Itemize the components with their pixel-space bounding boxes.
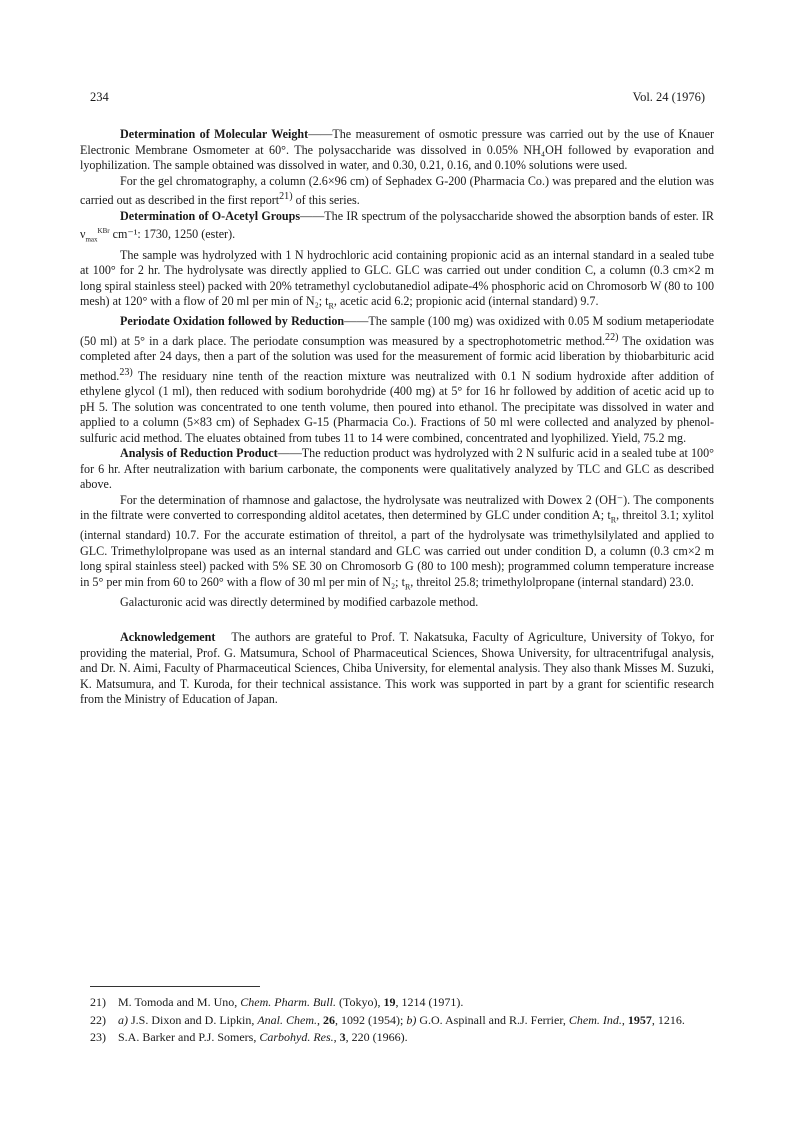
reference-authors: M. Tomoda and M. Uno, — [118, 995, 241, 1009]
reference-detail: , 1214 (1971). — [395, 995, 464, 1009]
paragraph-text: For the determination of rhamnose and galactose, the hydrolysate was neutralized with Dowex 2 (OH⁻). The components in the filtrate were converted to corresponding alditol acetates, then determined by GLC under condition A; t — [80, 492, 714, 523]
reference-marker: 22) — [605, 331, 619, 343]
paragraph-text: For the gel chromatography, a column (2.6×96 cm) of Sephadex G-200 (Pharmacia Co.) was prepared and the elution was carried out as described in the first report — [80, 173, 714, 208]
retention-subscript: R — [328, 301, 334, 311]
reference-detail: , — [621, 1012, 628, 1027]
reference-authors: S.A. Barker and P.J. Somers, — [118, 1030, 260, 1044]
footnote-divider — [90, 986, 260, 987]
paragraph-molecular-weight — [80, 127, 714, 174]
paragraph-hydrolysis — [80, 248, 714, 314]
paragraph-text: The sample was hydrolyzed with 1 N hydrochloric acid containing propionic acid as an internal standard in a sealed tube at 100° for 2 hr. The hydrolysate was directly applied to GLC. GLC was carried out under condition C, a column (0.3 cm×2 m long spiral stainless steel) packed with 20% tetramethyl cyclobutanediol adipate-4% phosphoric acid on Chromosorb W (80 to 100 mesh) at 120° with a flow of 20 ml per min of N₂; t — [80, 247, 714, 309]
reference-detail: (Tokyo), — [335, 995, 384, 1009]
reference-journal: Chem. Pharm. Bull. — [240, 995, 336, 1009]
reference-detail: , — [317, 1012, 324, 1027]
paragraph-periodate-oxidation — [80, 314, 714, 446]
paragraph-text: Galacturonic acid was directly determined by modified carbazole method. — [120, 594, 479, 609]
paragraph-text: , threitol 3.1; xylitol (internal standard) 10.7. For the accurate estimation of threitol, a part of the hydrolysate was trimethylsilylated and applied to GLC. Trimethylolpropane was used as an internal standard and GLC was carried out under condition D, a column (0.3 cm×2 m long spiral stainless steel) packed with 5% SE 30 on Chromosorb G (80 to 100 mesh); programmed column temperature increase in 5° per min from 60 to 260° with a flow of 30 ml per min of N₂; t — [80, 508, 714, 589]
paragraph-text: The oxidation was completed after 24 days, then a part of the solution was used for the measurement of formic acid liberation by thiobarbituric acid method. — [80, 333, 714, 383]
section-title-acknowledgement: Acknowledgement — [120, 630, 216, 645]
paragraph-gel-chromatography — [80, 174, 714, 209]
retention-subscript: R — [404, 582, 411, 592]
reference-sublabel: a) — [118, 1012, 128, 1027]
article-body — [80, 127, 714, 708]
reference-number: 22) — [90, 1012, 106, 1027]
reference-journal: Chem. Ind. — [568, 1012, 622, 1027]
reference-text — [118, 995, 714, 1011]
reference-volume: 26 — [323, 1012, 336, 1027]
reference-number: 23) — [90, 1030, 106, 1044]
reference-detail: , 220 (1966). — [345, 1030, 408, 1044]
paragraph-acetyl-groups — [80, 209, 714, 248]
paragraph-galacturonic-acid — [80, 595, 714, 611]
section-title-periodate-oxidation: Periodate Oxidation followed by Reduction — [120, 314, 345, 329]
paragraph-reduction-product — [80, 446, 714, 493]
reference-sublabel: b) — [406, 1012, 417, 1027]
reference-text — [118, 1030, 714, 1046]
paragraph-text: ——The IR spectrum of the polysaccharide showed the absorption bands of ester. IR ν — [80, 208, 715, 242]
paragraph-rhamnose-galactose — [80, 493, 714, 595]
ir-subscript: max — [85, 235, 98, 244]
reference-authors: G.O. Aspinall and R.J. Ferrier, — [416, 1012, 569, 1027]
paragraph-text: of this series. — [292, 193, 360, 208]
reference-item — [90, 1013, 714, 1029]
reference-volume: 1957 — [627, 1012, 652, 1027]
reference-detail: , — [333, 1030, 340, 1044]
page-number: 234 — [90, 90, 109, 104]
retention-subscript: R — [610, 515, 617, 525]
page-header — [90, 90, 705, 106]
reference-item — [90, 1030, 714, 1046]
reference-detail: , 1216. — [651, 1012, 685, 1027]
paragraph-text: The authors are grateful to Prof. T. Nakatsuka, Faculty of Agriculture, University of Tokyo, for providing the material, Prof. G. Matsumura, School of Pharmaceutical Sciences, Showa University, for ultracentrifugal analysis, and Dr. N. Aimi, Faculty of Pharmaceutical Sciences, Chiba University, for elemental analysis. They also thank Misses M. Suzuki, K. Matsumura, and T. Kuroda, for their technical assistance. This work was supported in part by a grant for scientific research from the Ministry of Education of Japan. — [80, 630, 714, 707]
reference-volume: 3 — [339, 1030, 346, 1044]
reference-journal: Carbohyd. Res. — [259, 1030, 334, 1044]
paragraph-acknowledgement — [80, 630, 714, 708]
paragraph-text: cm⁻¹: 1730, 1250 (ester). — [109, 227, 236, 242]
reference-marker: 23) — [119, 366, 133, 378]
section-title-reduction-product: Analysis of Reduction Product — [120, 446, 278, 461]
reference-volume: 19 — [383, 995, 396, 1009]
paragraph-text: , acetic acid 6.2; propionic acid (internal standard) 9.7. — [333, 294, 599, 309]
reference-item — [90, 995, 714, 1011]
references-list — [90, 995, 714, 1048]
reference-number: 21) — [90, 995, 106, 1009]
volume-label: Vol. 24 (1976) — [632, 90, 705, 104]
section-title-molecular-weight: Determination of Molecular Weight — [120, 127, 309, 141]
section-title-acetyl-groups: Determination of O-Acetyl Groups — [120, 208, 301, 223]
ir-superscript: KBr — [97, 227, 110, 236]
reference-detail: , 1092 (1954); — [335, 1012, 407, 1027]
paragraph-text: ——The reduction product was hydrolyzed with 2 N sulfuric acid in a sealed tube at 100° for 6 hr. After neutralization with barium carbonate, the components were qualitatively analyzed by TLC and GLC as described above. — [80, 446, 714, 492]
paragraph-text: ——The measurement of osmotic pressure was carried out by the use of Knauer Electronic Membrane Osmometer at 60°. The polysaccharide was dissolved in 0.05% NH₄OH followed by evaporation and lyophilization. The sample obtained was dissolved in water, and 0.30, 0.21, 0.16, and 0.10% solutions were used. — [80, 127, 715, 172]
reference-marker: 21) — [279, 191, 293, 202]
reference-authors: J.S. Dixon and D. Lipkin, — [128, 1012, 258, 1027]
reference-journal: Anal. Chem. — [257, 1012, 318, 1027]
paragraph-text: ——The sample (100 mg) was oxidized with 0.05 M sodium metaperiodate (50 ml) at 5° in a dark place. The periodate consumption was measured by a spectrophotometric method. — [80, 314, 714, 348]
paragraph-text: The residuary nine tenth of the reaction mixture was neutralized with 0.1 N sodium hydroxide after addition of ethylene glycol (1 ml), then reduced with sodium borohydride (400 mg) at 5° for 16 hr followed by addition of acetic acid up to pH 5. The solution was concentrated to one tenth volume, then poured into ethanol. The precipitate was dissolved in water and applied to a column (5×83 cm) of Sephadex G-15 (Pharmacia Co.). Fractions of 50 ml were collected and analyzed by phenol-sulfuric acid method. The eluates obtained from tubes 11 to 14 were combined, concentrated and lyophilized. Yield, 75.2 mg. — [80, 368, 714, 445]
reference-text — [118, 1013, 714, 1029]
paragraph-text: , threitol 25.8; trimethylolpropane (internal standard) 23.0. — [410, 574, 694, 589]
